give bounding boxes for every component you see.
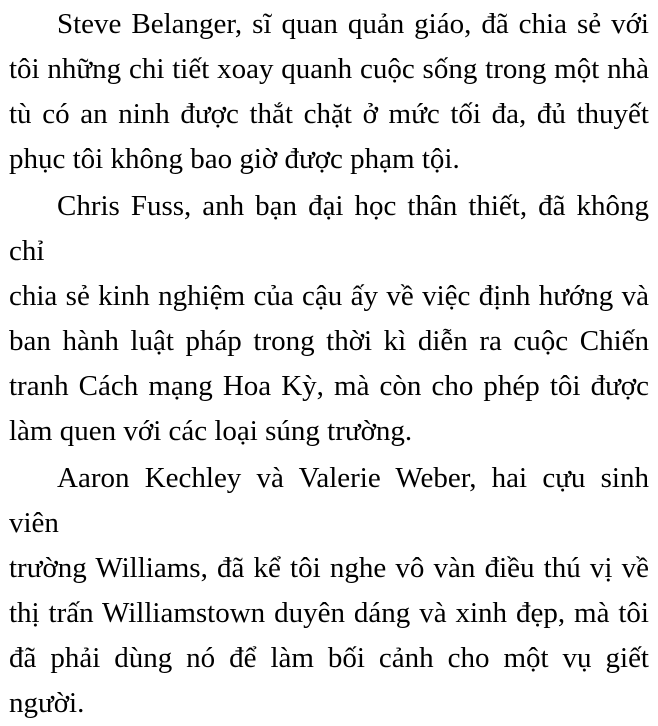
text-line: tôi những chi tiết xoay quanh cuộc sống trong một nhà [9,53,649,85]
text-line: ban hành luật pháp trong thời kì diễn ra cuộc Chiến [9,325,649,357]
text-line: người. [9,687,85,719]
text-line: tù có an ninh được thắt chặt ở mức tối đa, đủ thuyết [9,98,649,130]
text-line: Chris Fuss, anh bạn đại học thân thiết, đã không chỉ [9,190,649,267]
document-body [9,2,649,726]
text-line: phục tôi không bao giờ được phạm tội. [9,143,460,175]
paragraph [9,184,649,454]
text-line: làm quen với các loại súng trường. [9,415,413,447]
text-line: chia sẻ kinh nghiệm của cậu ấy về việc định hướng và [9,280,649,312]
paragraph [9,456,649,726]
text-line: đã phải dùng nó để làm bối cảnh cho một vụ giết [9,642,649,674]
text-line: thị trấn Williamstown duyên dáng và xinh đẹp, mà tôi [9,597,649,629]
paragraph [9,2,649,182]
text-line: Steve Belanger, sĩ quan quản giáo, đã chia sẻ với [57,8,649,40]
text-line: tranh Cách mạng Hoa Kỳ, mà còn cho phép tôi được [9,370,649,402]
text-line: trường Williams, đã kể tôi nghe vô vàn điều thú vị về [9,552,649,584]
text-line: Aaron Kechley và Valerie Weber, hai cựu sinh viên [9,462,649,539]
